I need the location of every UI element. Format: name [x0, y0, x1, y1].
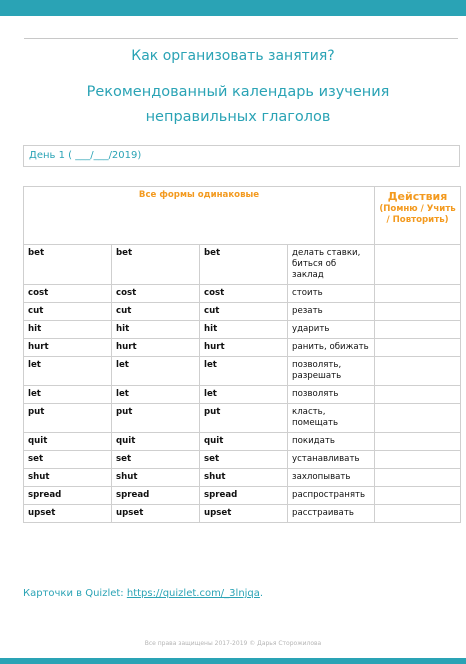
verb-form-cell: spread [24, 487, 112, 505]
verb-form-cell: hit [200, 321, 288, 339]
bottom-accent-bar [0, 658, 466, 664]
action-cell[interactable] [375, 505, 461, 523]
verb-form-cell: upset [112, 505, 200, 523]
verb-form-cell: let [24, 357, 112, 386]
verb-form-cell: put [200, 404, 288, 433]
verb-form-cell: cost [112, 285, 200, 303]
verb-form-cell: shut [112, 469, 200, 487]
table-row [24, 451, 461, 469]
action-cell[interactable] [375, 303, 461, 321]
translation-cell: позволять, разрешать [288, 357, 375, 386]
top-accent-bar [0, 0, 466, 16]
page-title: Как организовать занятия? [131, 48, 335, 64]
translation-cell: ранить, обижать [288, 339, 375, 357]
action-cell[interactable] [375, 451, 461, 469]
table-row [24, 487, 461, 505]
verb-form-cell: let [200, 357, 288, 386]
verb-form-cell: shut [200, 469, 288, 487]
action-cell[interactable] [375, 386, 461, 404]
table-row [24, 386, 461, 404]
verb-form-cell: cost [200, 285, 288, 303]
verb-form-cell: upset [200, 505, 288, 523]
table-row [24, 245, 461, 285]
verb-form-cell: spread [112, 487, 200, 505]
verb-form-cell: hit [24, 321, 112, 339]
table-row [24, 285, 461, 303]
verb-form-cell: bet [200, 245, 288, 285]
page-subtitle: Рекомендованный календарь изучения неправильных глаголов [86, 84, 390, 125]
verb-form-cell: shut [24, 469, 112, 487]
translation-cell: устанавливать [288, 451, 375, 469]
actions-title: Действия [387, 190, 448, 203]
translation-cell: ударить [288, 321, 375, 339]
verb-form-cell: cut [24, 303, 112, 321]
actions-header [375, 187, 461, 245]
action-cell[interactable] [375, 245, 461, 285]
table-row [24, 433, 461, 451]
action-cell[interactable] [375, 469, 461, 487]
table-row [24, 339, 461, 357]
verb-form-cell: let [200, 386, 288, 404]
verb-form-cell: hit [112, 321, 200, 339]
verb-form-cell: cut [112, 303, 200, 321]
quizlet-label: Карточки в Quizlet: [23, 588, 127, 599]
verb-form-cell: let [112, 386, 200, 404]
group-header: Все формы одинаковые [24, 187, 375, 245]
verb-form-cell: let [112, 357, 200, 386]
table-row [24, 404, 461, 433]
verb-form-cell: set [200, 451, 288, 469]
translation-cell: покидать [288, 433, 375, 451]
table-row [24, 469, 461, 487]
verb-form-cell: hurt [200, 339, 288, 357]
verb-form-cell: let [24, 386, 112, 404]
verb-form-cell: hurt [112, 339, 200, 357]
translation-cell: делать ставки, биться об заклад [288, 245, 375, 285]
table-row [24, 321, 461, 339]
verb-form-cell: quit [24, 433, 112, 451]
quizlet-link[interactable]: https://quizlet.com/_3lnjqa [126, 588, 260, 599]
action-cell[interactable] [375, 339, 461, 357]
table-row [24, 303, 461, 321]
action-cell[interactable] [375, 487, 461, 505]
action-cell[interactable] [375, 285, 461, 303]
action-cell[interactable] [375, 433, 461, 451]
actions-subtitle: (Помню / Учить / Повторить) [379, 204, 456, 225]
header-rule [24, 38, 458, 39]
quizlet-tail: . [259, 588, 264, 599]
translation-cell: позволять [288, 386, 375, 404]
verb-form-cell: put [112, 404, 200, 433]
verb-form-cell: hurt [24, 339, 112, 357]
verb-form-cell: cut [200, 303, 288, 321]
action-cell[interactable] [375, 404, 461, 433]
table-header-row [24, 187, 461, 245]
verb-form-cell: quit [200, 433, 288, 451]
verbs-table [23, 186, 461, 523]
verb-form-cell: cost [24, 285, 112, 303]
verb-form-cell: spread [200, 487, 288, 505]
verb-form-cell: upset [24, 505, 112, 523]
translation-cell: стоить [288, 285, 375, 303]
verb-form-cell: quit [112, 433, 200, 451]
quizlet-line [23, 588, 263, 599]
table-row [24, 357, 461, 386]
action-cell[interactable] [375, 357, 461, 386]
verb-form-cell: put [24, 404, 112, 433]
verb-form-cell: set [112, 451, 200, 469]
translation-cell: расстраивать [288, 505, 375, 523]
verb-form-cell: bet [24, 245, 112, 285]
verb-form-cell: set [24, 451, 112, 469]
translation-cell: захлопывать [288, 469, 375, 487]
table-row [24, 505, 461, 523]
day-label: День 1 ( ___/___/2019) [23, 145, 460, 167]
verb-form-cell: bet [112, 245, 200, 285]
action-cell[interactable] [375, 321, 461, 339]
translation-cell: класть, помещать [288, 404, 375, 433]
footer-copyright: Все права защищены 2017-2019 © Дарья Сторожилова [144, 640, 322, 647]
translation-cell: распространять [288, 487, 375, 505]
translation-cell: резать [288, 303, 375, 321]
